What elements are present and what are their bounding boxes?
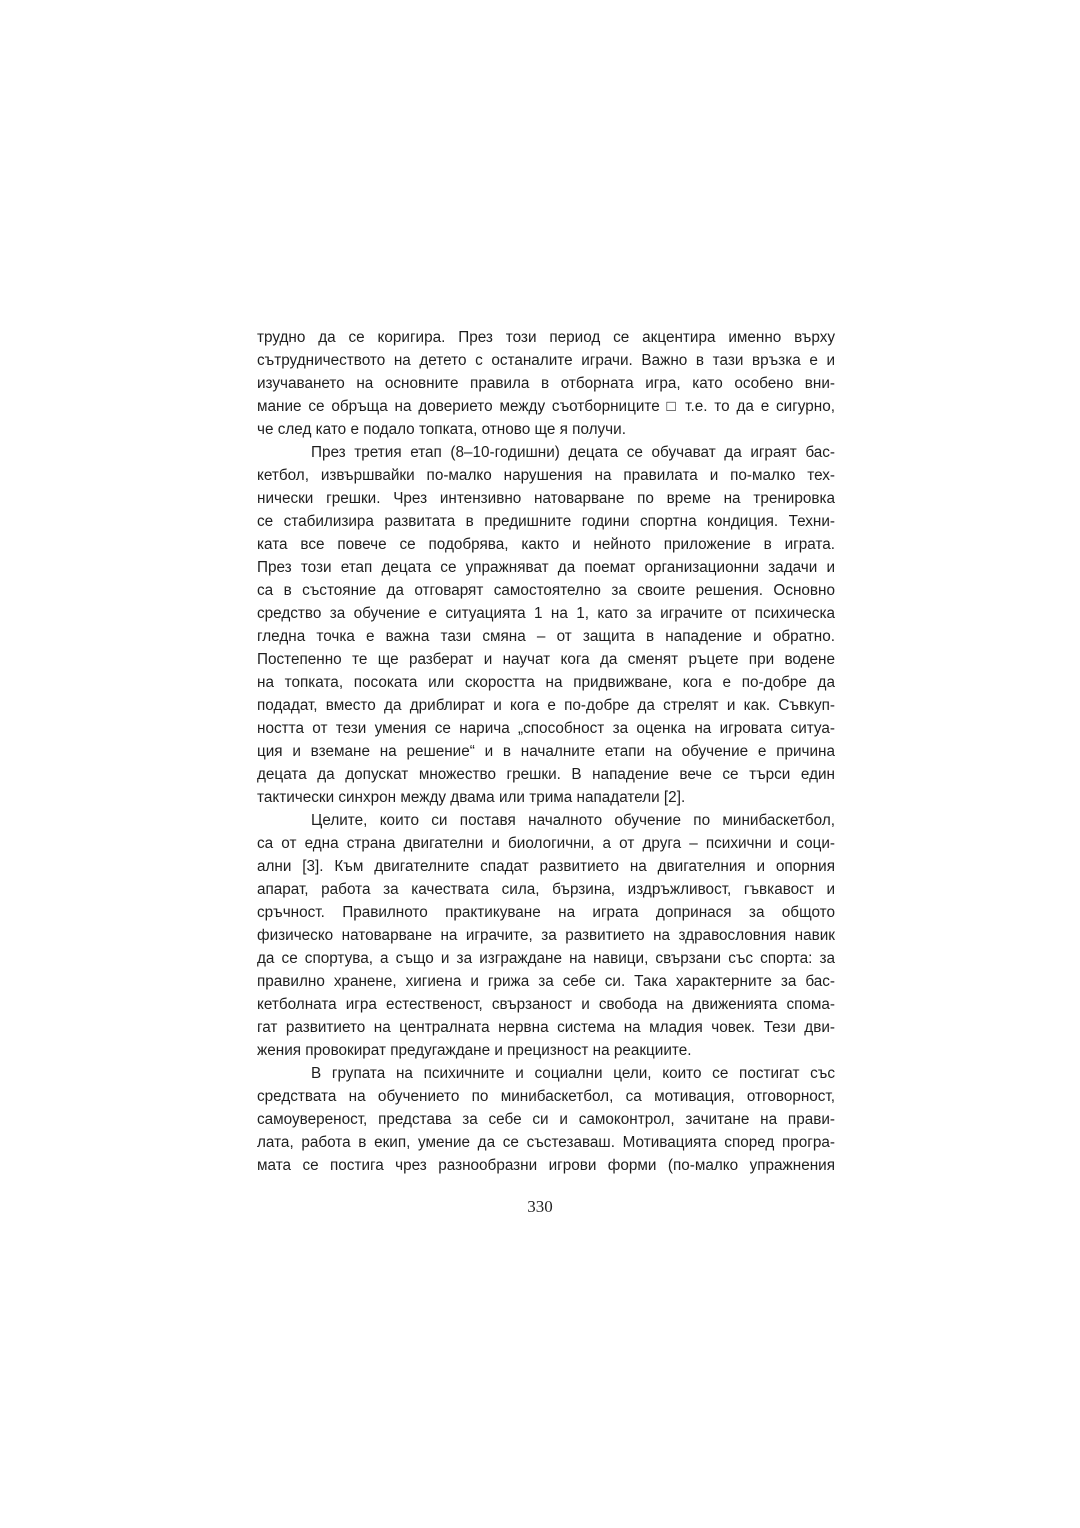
paragraph [257, 1062, 835, 1177]
text-line: апарат, работа за качествата сила, бързина, издръжливост, гъвкавост и [257, 881, 835, 898]
text-line: сръчност. Правилното практикуване на играта допринася за общото [257, 904, 835, 921]
text-line: подадат, вместо да дриблират и кога е по-добре да стрелят и как. Съвкуп- [257, 697, 835, 714]
text-line: ността от тези умения се нарича „способност за оценка на игровата ситуа- [257, 720, 835, 737]
text-line: кетбол, извършвайки по-малко нарушения на правилата и по-малко тех- [257, 467, 835, 484]
text-line: гледна точка е важна тази смяна – от защита в нападение и обратно. [257, 628, 835, 645]
text-line: ката все повече се подобрява, както и нейното приложение в играта. [257, 536, 835, 553]
text-line: мата се постига чрез разнообразни игрови форми (по-малко упражнения [257, 1157, 835, 1174]
text-line: че след като е подало топката, отново ще я получи. [257, 421, 626, 438]
text-line: ални [3]. Към двигателните спадат развитието на двигателния и опорния [257, 858, 835, 875]
text-line: физическо натоварване на играчите, за развитието на здравословния навик [257, 927, 835, 944]
text-line: кетболната игра естественост, свързаност и свобода на движенията спома- [257, 996, 835, 1013]
text-line: В групата на психичните и социални цели, които се постигат със [311, 1065, 835, 1082]
text-line: сътрудничеството на детето с останалите играчи. Важно в тази връзка е и [257, 352, 835, 369]
text-line: нически грешки. Чрез интензивно натоварване по време на тренировка [257, 490, 835, 507]
text-line: средствата на обучението по минибаскетбол, са мотивация, отговорност, [257, 1088, 835, 1105]
text-line: трудно да се коригира. През този период се акцентира именно върху [257, 329, 835, 346]
paragraph [257, 326, 835, 441]
text-line: самоувереност, представа за себе си и самоконтрол, зачитане на прави- [257, 1111, 835, 1128]
text-line: ция и вземане на решение“ и в началните етапи на обучение е причина [257, 743, 835, 760]
text-line: правилно хранене, хигиена и грижа за себе си. Така характерните за бас- [257, 973, 835, 990]
text-line: изучаването на основните правила в отборната игра, като особено вни- [257, 375, 835, 392]
text-line: Постепенно те ще разберат и научат кога да сменят ръцете при водене [257, 651, 835, 668]
text-line: са от една страна двигателни и биологични, а от друга – психични и соци- [257, 835, 835, 852]
text-line: тактически синхрон между двама или трима нападатели [2]. [257, 789, 686, 806]
text-line: да се спортува, а също и за изграждане на навици, свързани със спорта: за [257, 950, 835, 967]
paragraph [257, 809, 835, 1062]
text-line: са в състояние да отговарят самостоятелно за своите решения. Основно [257, 582, 835, 599]
text-line: гат развитието на централната нервна система на младия човек. Тези дви- [257, 1019, 835, 1036]
body-text [257, 326, 835, 1177]
paragraph [257, 441, 835, 809]
text-line: лата, работа в екип, умение да се състезаваш. Мотивацията според програ- [257, 1134, 835, 1151]
text-line: жения провокират предугаждане и прецизност на реакциите. [257, 1042, 692, 1059]
text-line: През третия етап (8–10-годишни) децата се обучават да играят бас- [311, 444, 835, 461]
text-line: Целите, които си поставя началното обучение по минибаскетбол, [311, 812, 835, 829]
text-line: средство за обучение е ситуацията 1 на 1, като за играчите от психическа [257, 605, 835, 622]
text-line: мание се обръща на доверието между съотборниците □ т.е. то да е сигурно, [257, 398, 835, 415]
page-number: 330 [527, 1197, 553, 1216]
text-line: децата да допускат множество грешки. В нападение вече се търси един [257, 766, 835, 783]
text-line: се стабилизира развитата в предишните години спортна кондиция. Техни- [257, 513, 835, 530]
text-line: на топката, посоката или скоростта на придвижване, кога е по-добре да [257, 674, 835, 691]
text-line: През този етап децата се упражняват да поемат организационни задачи и [257, 559, 835, 576]
